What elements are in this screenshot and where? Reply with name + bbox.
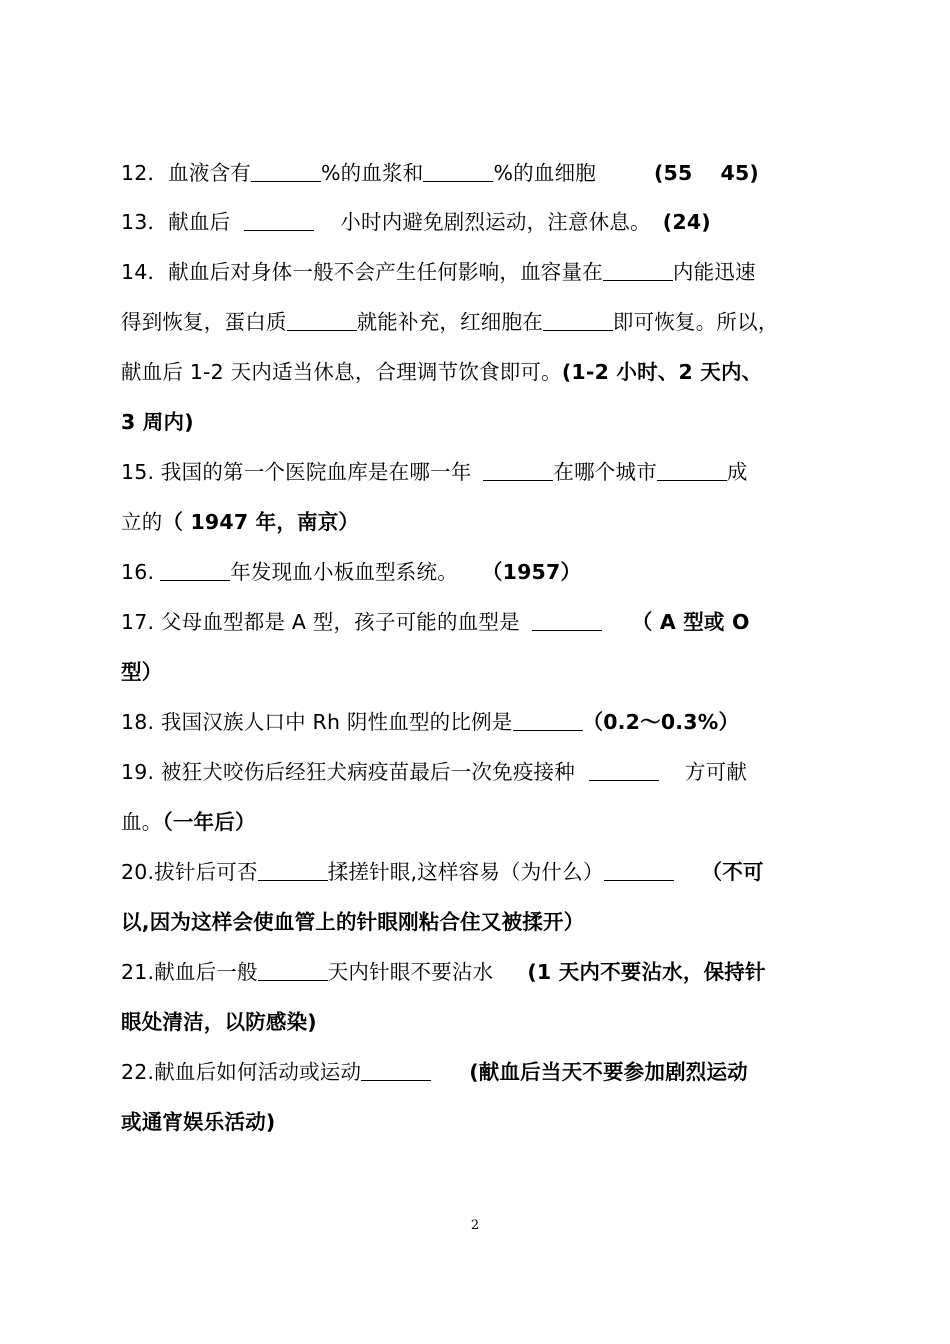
question-19-line-2 <box>121 808 833 836</box>
answer-blank <box>423 161 493 182</box>
question-14-line-1 <box>121 258 833 286</box>
page-number: 2 <box>470 1218 480 1233</box>
q22-prefix: 22.献血后如何活动或运动 <box>121 1060 362 1084</box>
question-16 <box>121 558 833 586</box>
answer-blank <box>160 560 230 581</box>
q20-prefix: 20.拔针后可否 <box>121 860 258 884</box>
q12-answer: (55 45) <box>653 161 759 185</box>
answer-blank <box>513 710 583 731</box>
answer-blank <box>604 860 674 881</box>
answer-blank <box>657 460 727 481</box>
question-19-line-1 <box>121 758 833 786</box>
answer-blank <box>251 161 321 182</box>
q16-prefix: 16. <box>121 560 155 584</box>
question-17-line-1 <box>121 608 833 636</box>
answer-blank <box>287 310 357 331</box>
q14-l1-prefix: 14．献血后对身体一般不会产生任何影响，血容量在 <box>121 260 603 284</box>
q15-l2-text: 立的 <box>121 510 163 534</box>
q20-answer-part-2: 以,因为这样会使血管上的针眼刚粘合住又被揉开） <box>121 910 585 934</box>
answer-blank <box>258 960 328 981</box>
q14-l2-suffix: 即可恢复。所以， <box>612 310 779 334</box>
q17-prefix: 17. 父母血型都是 A 型，孩子可能的血型是 <box>121 610 520 634</box>
q22-answer-part-1: (献血后当天不要参加剧烈运动 <box>469 1060 748 1084</box>
question-22-line-2 <box>121 1108 833 1136</box>
answer-blank <box>244 210 314 231</box>
q14-l2-prefix: 得到恢复，蛋白质 <box>121 310 287 334</box>
answer-blank <box>603 260 673 281</box>
answer-blank <box>589 760 659 781</box>
q20-answer-part-1: （不可 <box>701 860 764 884</box>
question-18 <box>121 708 833 736</box>
q17-answer-part-2: 型） <box>121 660 163 684</box>
q12-mid: %的血浆和 <box>321 161 424 185</box>
q14-l3-text: 献血后 1-2 天内适当休息，合理调节饮食即可。 <box>121 360 562 384</box>
q21-answer-part-1: (1 天内不要沾水，保持针 <box>527 960 766 984</box>
question-15-line-1 <box>121 458 833 486</box>
q21-prefix: 21.献血后一般 <box>121 960 258 984</box>
q14-answer-part-1: (1-2 小时、2 天内、 <box>561 360 763 384</box>
q13-prefix: 13．献血后 <box>121 210 231 234</box>
answer-blank <box>361 1060 431 1081</box>
q14-answer-part-2: 3 周内) <box>121 410 194 434</box>
q22-answer-part-2: 或通宵娱乐活动) <box>121 1110 276 1134</box>
question-17-line-2 <box>121 658 833 686</box>
q16-suffix: 年发现血小板血型系统。 <box>230 560 458 584</box>
question-13 <box>121 208 833 236</box>
question-14-line-3 <box>121 358 833 386</box>
q19-prefix: 19. 被狂犬咬伤后经狂犬病疫苗最后一次免疫接种 <box>121 760 575 784</box>
q19-answer: （一年后） <box>162 810 256 834</box>
q15-l1-suffix: 成 <box>726 460 748 484</box>
question-20-line-1 <box>121 858 833 886</box>
q12-prefix: 12．血液含有 <box>121 161 251 185</box>
q14-l2-mid: 就能补充，红细胞在 <box>356 310 543 334</box>
q15-l1-mid: 在哪个城市 <box>553 460 657 484</box>
q21-suffix: 天内针眼不要沾水 <box>327 960 494 984</box>
q20-mid: 揉搓针眼,这样容易（为什么） <box>327 860 604 884</box>
question-22-line-1 <box>121 1058 833 1086</box>
question-20-line-2 <box>121 908 833 936</box>
q12-suffix: %的血细胞 <box>493 161 596 185</box>
answer-blank <box>543 310 613 331</box>
q17-answer-part-1: （ A 型或 O <box>631 610 750 634</box>
question-14-line-4 <box>121 408 833 436</box>
q15-l1-prefix: 15. 我国的第一个医院血库是在哪一年 <box>121 460 472 484</box>
answer-blank <box>532 610 602 631</box>
question-14-line-2 <box>121 308 833 336</box>
question-21-line-1 <box>121 958 833 986</box>
q18-answer: （0.2～0.3%） <box>582 710 740 734</box>
q14-l1-suffix: 内能迅速 <box>672 260 756 284</box>
q19-suffix: 方可献 <box>684 760 748 784</box>
q13-answer: (24) <box>662 210 711 234</box>
q18-prefix: 18. 我国汉族人口中 Rh 阴性血型的比例是 <box>121 710 513 734</box>
answer-blank <box>258 860 328 881</box>
q13-suffix: 小时内避免剧烈运动，注意休息。 <box>340 210 651 234</box>
q15-answer: （ 1947 年，南京） <box>162 510 360 534</box>
answer-blank <box>483 460 553 481</box>
question-15-line-2 <box>121 508 833 536</box>
question-21-line-2 <box>121 1008 833 1036</box>
q21-answer-part-2: 眼处清洁，以防感染) <box>121 1010 317 1034</box>
question-12 <box>121 159 833 187</box>
q19-l2-text: 血。 <box>121 810 163 834</box>
q16-answer: （1957） <box>481 560 582 584</box>
